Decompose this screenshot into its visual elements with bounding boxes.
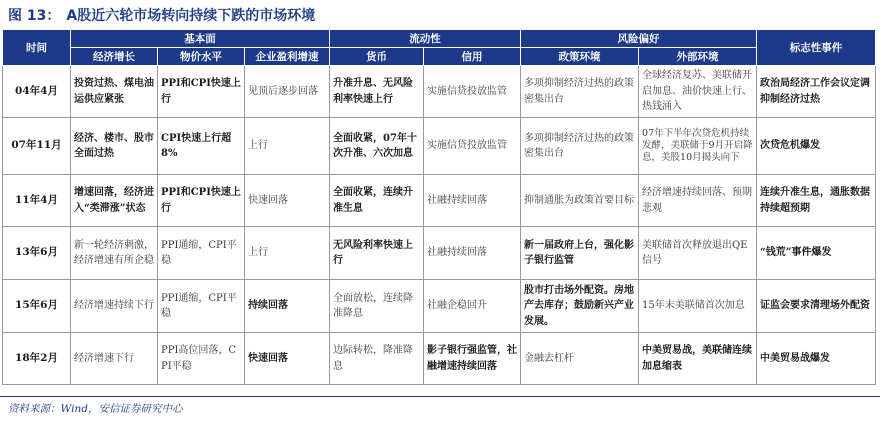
market-environment-table xyxy=(2,30,876,385)
cell-external: 07年下半年次贷危机持续发酵，美联储于9月开启降息，美股10月揭头向下 xyxy=(639,118,757,175)
cell-event: 证监会要求清理场外配资 xyxy=(757,280,876,333)
cell-price: PPI通缩，CPI平稳 xyxy=(158,227,245,280)
cell-policy: 多项抑制经济过热的政策密集出台 xyxy=(521,118,639,175)
cell-monetary: 边际转松，降准降息 xyxy=(330,333,424,385)
cell-credit: 社融企稳回升 xyxy=(424,280,521,333)
cell-external: 全球经济复苏、美联储开启加息、油价快速上行、热钱涌入 xyxy=(639,66,757,118)
cell-growth: 新一轮经济刺激，经济增速有所企稳 xyxy=(71,227,158,280)
header-time: 时间 xyxy=(3,30,71,66)
cell-growth: 经济增速下行 xyxy=(71,333,158,385)
header-credit: 信用 xyxy=(424,48,521,66)
cell-event: “钱荒”事件爆发 xyxy=(757,227,876,280)
table-row xyxy=(3,227,876,280)
cell-policy: 新一届政府上台，强化影子银行监管 xyxy=(521,227,639,280)
header-earnings: 企业盈利增速 xyxy=(245,48,330,66)
header-liquidity: 流动性 xyxy=(330,30,521,48)
row-time: 11年4月 xyxy=(3,175,71,227)
header-price: 物价水平 xyxy=(158,48,245,66)
cell-earnings: 快速回落 xyxy=(245,333,330,385)
cell-monetary: 全面放松，连续降准降息 xyxy=(330,280,424,333)
row-time: 04年4月 xyxy=(3,66,71,118)
figure-title-text: A股近六轮市场转向持续下跌的市场环境 xyxy=(66,8,316,24)
cell-price: PPI高位回落，CPI平稳 xyxy=(158,333,245,385)
cell-policy: 抑制通胀为政策首要目标 xyxy=(521,175,639,227)
cell-price: PPI和CPI快速上行 xyxy=(158,175,245,227)
table-row xyxy=(3,175,876,227)
cell-event: 中美贸易战爆发 xyxy=(757,333,876,385)
header-monetary: 货币 xyxy=(330,48,424,66)
cell-credit: 影子银行强监管，社融增速持续回落 xyxy=(424,333,521,385)
header-growth: 经济增长 xyxy=(71,48,158,66)
cell-event: 连续升准生息，通胀数据持续超预期 xyxy=(757,175,876,227)
cell-credit: 社融持续回落 xyxy=(424,227,521,280)
cell-external: 经济增速持续回落、预期悲观 xyxy=(639,175,757,227)
table-row xyxy=(3,280,876,333)
table-row xyxy=(3,118,876,175)
cell-earnings: 上行 xyxy=(245,227,330,280)
cell-price: PPI和CPI快速上行 xyxy=(158,66,245,118)
source-note: 资料来源：Wind，安信证券研究中心 xyxy=(8,403,183,415)
figure-title xyxy=(8,4,315,28)
cell-price: CPI快速上行超8% xyxy=(158,118,245,175)
header-landmark-event: 标志性事件 xyxy=(757,30,876,66)
row-time: 15年6月 xyxy=(3,280,71,333)
cell-policy: 股市打击场外配资。房地产去库存；鼓励新兴产业发展。 xyxy=(521,280,639,333)
cell-event: 次贷危机爆发 xyxy=(757,118,876,175)
cell-growth: 增速回落，经济进入“类滞涨”状态 xyxy=(71,175,158,227)
row-time: 18年2月 xyxy=(3,333,71,385)
cell-credit: 实施信贷投放监管 xyxy=(424,66,521,118)
cell-monetary: 无风险利率快速上行 xyxy=(330,227,424,280)
footer-divider xyxy=(0,396,880,397)
header-risk-appetite: 风险偏好 xyxy=(521,30,757,48)
header-fundamentals: 基本面 xyxy=(71,30,330,48)
cell-monetary: 全面收紧，连续升准生息 xyxy=(330,175,424,227)
header-policy: 政策环境 xyxy=(521,48,639,66)
cell-monetary: 全面收紧，07年十次升准、六次加息 xyxy=(330,118,424,175)
cell-growth: 经济、楼市、股市全面过热 xyxy=(71,118,158,175)
cell-earnings: 上行 xyxy=(245,118,330,175)
cell-price: PPI通缩，CPI平稳 xyxy=(158,280,245,333)
header-external: 外部环境 xyxy=(639,48,757,66)
cell-policy: 多项抑制经济过热的政策密集出台 xyxy=(521,66,639,118)
figure-number: 图 13： xyxy=(8,8,61,24)
cell-external: 中美贸易战，美联储连续加息缩表 xyxy=(639,333,757,385)
row-time: 07年11月 xyxy=(3,118,71,175)
cell-earnings: 快速回落 xyxy=(245,175,330,227)
table-row xyxy=(3,66,876,118)
cell-credit: 社融持续回落 xyxy=(424,175,521,227)
row-time: 13年6月 xyxy=(3,227,71,280)
cell-growth: 经济增速持续下行 xyxy=(71,280,158,333)
cell-credit: 实施信贷投放监管 xyxy=(424,118,521,175)
cell-monetary: 升准升息、无风险利率快速上行 xyxy=(330,66,424,118)
cell-earnings: 持续回落 xyxy=(245,280,330,333)
cell-growth: 投资过热、煤电油运供应紧张 xyxy=(71,66,158,118)
cell-external: 15年末美联储首次加息 xyxy=(639,280,757,333)
table-row xyxy=(3,333,876,385)
cell-earnings: 见顶后逐步回落 xyxy=(245,66,330,118)
cell-external: 美联储首次释放退出QE信号 xyxy=(639,227,757,280)
cell-policy: 金融去杠杆 xyxy=(521,333,639,385)
cell-event: 政治局经济工作会议定调抑制经济过热 xyxy=(757,66,876,118)
